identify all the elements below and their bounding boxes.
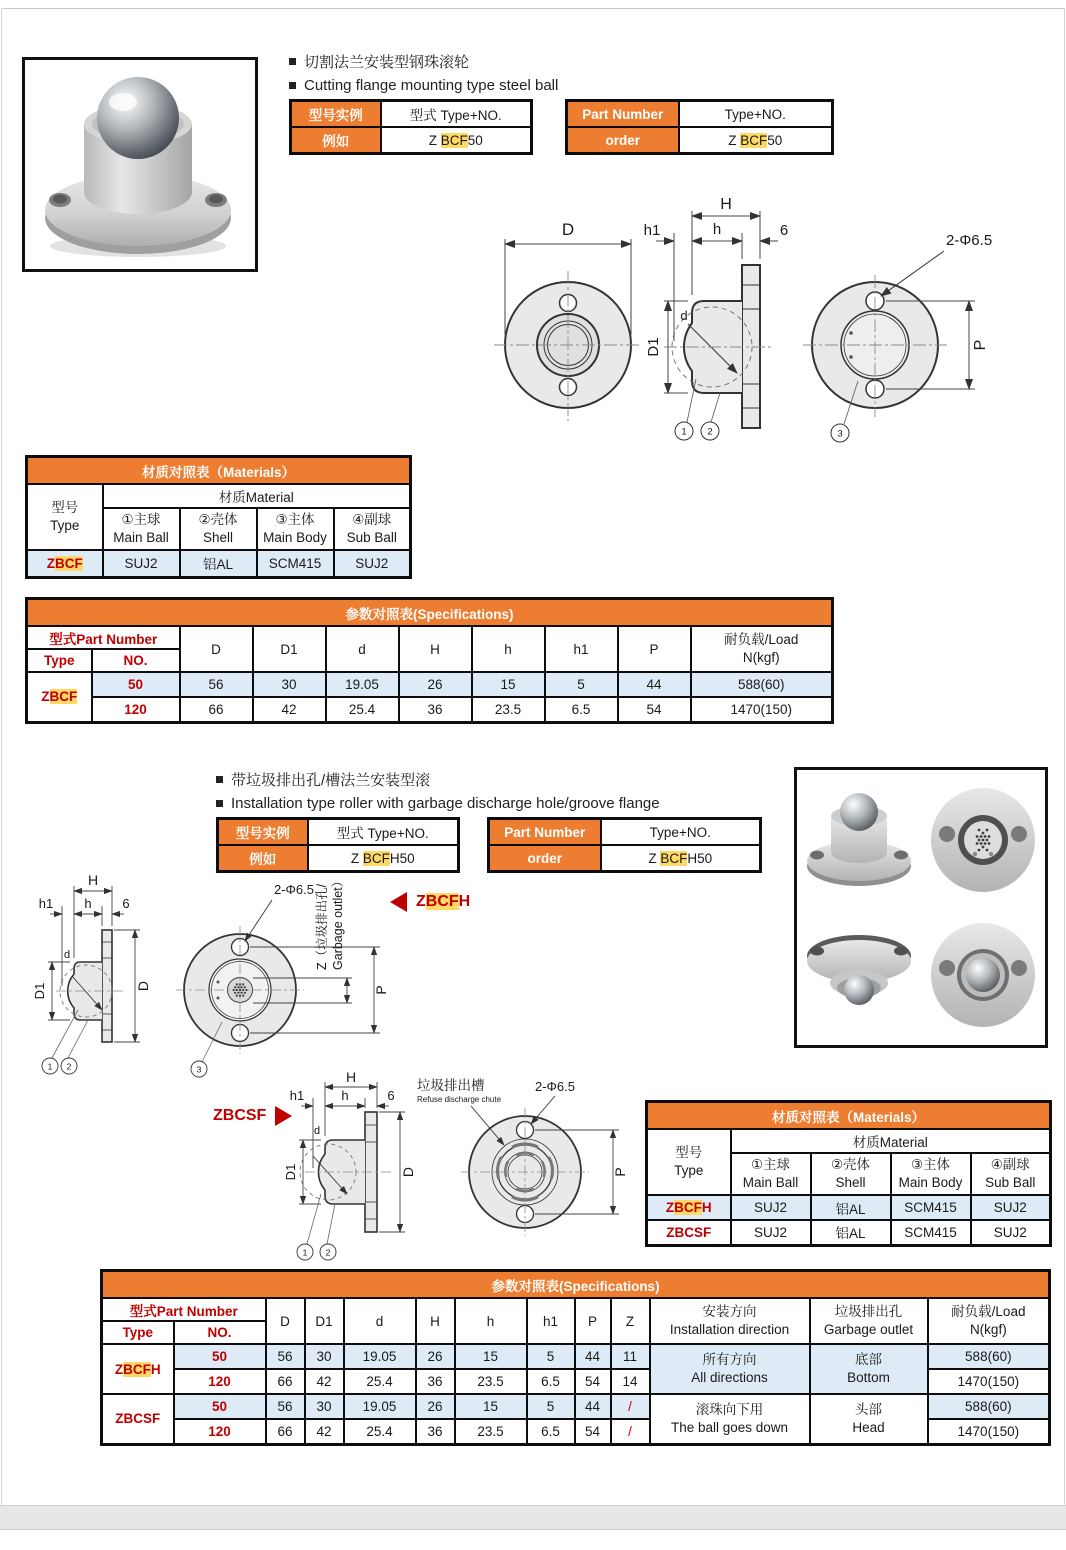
dim-h1: h1 — [38, 896, 54, 911]
product-photo-grid — [794, 767, 1048, 1048]
dim-D1: D1 — [283, 1163, 298, 1181]
type-header: 型号 Type — [647, 1129, 731, 1195]
dim-D1: D1 — [32, 982, 47, 1000]
chute-label-en: Refuse discharge chute — [417, 1095, 502, 1104]
page-border-top — [1, 8, 1065, 9]
part-number-label: Part Number — [489, 819, 601, 846]
mat-cell: 铝AL — [180, 550, 257, 577]
materials-table-2: 材质对照表（Materials） 型号 Type 材质Material ①主球 Main Ball ②壳体 Shell ③主体 Main Body ④副球 Sub Ball ZBCFH SUJ2 铝AL SCM415 SUJ2 ZBCSF SUJ2 铝AL SCM415 SUJ2 — [645, 1100, 1052, 1247]
balloon-3: 3 — [837, 428, 843, 440]
balloon-1: 1 — [47, 1061, 53, 1072]
left-arrow-icon — [390, 892, 407, 912]
materials-title: 材质对照表（Materials） — [647, 1102, 1051, 1130]
col-main-body: ③主体 Main Body — [891, 1153, 971, 1195]
zbcfh-pointer-label — [390, 892, 470, 912]
materials-title: 材质对照表（Materials） — [27, 457, 411, 485]
col-load: 耐负载/Load N(kgf) — [691, 626, 833, 672]
spec-title: 参数对照表(Specifications) — [27, 599, 833, 627]
dim-d: d — [680, 308, 688, 323]
dim-6: 6 — [387, 1088, 395, 1103]
no-cell: 120 — [92, 697, 180, 722]
garbage-cell: 底部 Bottom — [810, 1344, 928, 1394]
page-border-left — [1, 8, 2, 1505]
install-cell: 滚珠向下用 The ball goes down — [650, 1394, 810, 1444]
order-format: Type+NO. — [601, 819, 761, 846]
col-d: d — [326, 626, 399, 672]
no-subheader: NO. — [92, 649, 180, 672]
balloon-2: 2 — [66, 1061, 72, 1072]
dim-D1: D1 — [645, 337, 662, 357]
page-break-strip — [0, 1505, 1066, 1530]
product-photo-zbcf — [22, 57, 258, 272]
zbcfh-label-text: ZBCFH — [416, 893, 471, 910]
section1-title-en-text: Cutting flange mounting type steel ball — [304, 76, 559, 94]
type-subheader: Type — [27, 649, 92, 672]
col-main-ball: ①主球 Main Ball — [103, 508, 180, 550]
col-main-ball: ①主球 Main Ball — [731, 1153, 811, 1195]
mat-cell: SCM415 — [257, 550, 334, 577]
dim-H: H — [87, 872, 99, 888]
part-number-header: 型式Part Number — [102, 1298, 266, 1321]
dim-D: D — [561, 220, 575, 239]
col-shell: ②壳体 Shell — [811, 1153, 891, 1195]
dim-h: h — [84, 896, 92, 911]
col-D1: D1 — [253, 626, 326, 672]
no-cell: 50 — [92, 672, 180, 697]
garbage-outlet-label-zh: Z（垃圾排出孔/ — [315, 883, 329, 970]
dim-holes: 2-Φ6.5 — [946, 232, 993, 249]
col-H: H — [399, 626, 472, 672]
section2-title-en — [216, 792, 660, 814]
dim-P: P — [612, 1167, 628, 1177]
garbage-cell: 头部 Head — [810, 1394, 928, 1444]
dim-h1: h1 — [289, 1088, 305, 1103]
order-code: Z BCF50 — [679, 127, 833, 154]
dim-h: h — [712, 221, 722, 238]
balloon-3: 3 — [196, 1064, 202, 1075]
bullet-square-icon — [216, 800, 223, 807]
bullet-square-icon — [289, 58, 296, 65]
example-label: 型号实例 — [218, 819, 308, 846]
dim-d: d — [313, 1125, 321, 1137]
col-shell: ②壳体 Shell — [180, 508, 257, 550]
bullet-square-icon — [216, 776, 223, 783]
garbage-outlet-label-en: Garbage outlet） — [331, 874, 345, 970]
col-load: 耐负载/Load N(kgf) — [928, 1298, 1050, 1344]
zbcsf-pointer-label — [213, 1106, 292, 1126]
dim-P: P — [972, 339, 989, 351]
zbcsf-label-text: ZBCSF — [213, 1107, 267, 1124]
example-table-1 — [289, 99, 533, 155]
dim-holes: 2-Φ6.5 — [535, 1079, 576, 1094]
mat-cell: SUJ2 — [334, 550, 411, 577]
dim-D: D — [400, 1166, 416, 1178]
material-header: 材质Material — [103, 484, 411, 508]
technical-drawing-zbcfh — [22, 862, 452, 1097]
col-install: 安装方向 Installation direction — [650, 1298, 810, 1344]
example-format: 型式 Type+NO. — [381, 101, 532, 128]
order-format: Type+NO. — [679, 101, 833, 128]
col-main-body: ③主体 Main Body — [257, 508, 334, 550]
balloon-2: 2 — [325, 1247, 331, 1258]
technical-drawing-zbcsf — [205, 1072, 645, 1277]
section2-title-zh — [216, 768, 430, 790]
section1-title-zh-text: 切割法兰安装型钢珠滚轮 — [304, 53, 470, 71]
spec-table-1: 参数对照表(Specifications) 型式Part Number D D1 d H h h1 P 耐负载/Load N(kgf) Type NO. ZBCF 50 56 30 19.05 26 15 5 44 588(60) 120 66 42 25.4 36 23.5 6.5 54 1470(150) — [25, 597, 834, 724]
order-table-2 — [487, 817, 762, 873]
dim-H: H — [720, 196, 732, 213]
balloon-2: 2 — [707, 426, 713, 438]
section2-title-zh-text: 带垃圾排出孔/槽法兰安装型滚 — [231, 771, 431, 789]
dim-d: d — [63, 949, 71, 961]
dim-h1: h1 — [643, 222, 661, 239]
example-label: 型号实例 — [291, 101, 381, 128]
right-arrow-icon — [275, 1106, 292, 1126]
type-zbcsf: ZBCSF — [647, 1220, 731, 1245]
example-row-label: 例如 — [218, 845, 308, 872]
order-table-1 — [565, 99, 834, 155]
col-garbage: 垃圾排出孔 Garbage outlet — [810, 1298, 928, 1344]
section1-title-zh — [289, 50, 469, 72]
bullet-square-icon — [289, 82, 296, 89]
example-code: Z BCF50 — [381, 127, 532, 154]
materials-table-1 — [25, 455, 412, 579]
type-zbcf-cell: ZBCF — [27, 672, 92, 722]
spec-table-2: 参数对照表(Specifications) 型式Part Number D D1 d H h h1 P Z 安装方向 Installation direction 垃圾排出孔 Garbage outlet 耐负载/Load N(kgf) Type NO. ZBCFH 50 56 30 19.05 26 15 5 44 11 所有方向 All directions 底部 Bottom 588(60) 120 66 42 25.4 36 23.5 6.5 54 14 1470(150) ZBCSF 50 56 30 19.05 26 15 5 44 / 滚珠向下用 The ball goes down 头部 Head 588(60) 120 66 42 25.4 36 23.5 6.5 54 / 1470(150) — [100, 1269, 1051, 1446]
dim-6: 6 — [779, 222, 789, 239]
example-format: 型式 Type+NO. — [308, 819, 459, 846]
type-zbcf: ZBCF — [27, 550, 103, 577]
part-number-label: Part Number — [567, 101, 679, 128]
material-header: 材质Material — [731, 1129, 1051, 1153]
col-D: D — [180, 626, 253, 672]
dim-holes: 2-Φ6.5 — [274, 882, 315, 897]
col-h1: h1 — [545, 626, 618, 672]
order-label: order — [567, 127, 679, 154]
balloon-1: 1 — [302, 1247, 308, 1258]
dim-D: D — [135, 980, 151, 992]
type-zbcfh: ZBCFH — [647, 1195, 731, 1220]
section1-title-en — [289, 74, 558, 96]
page-border-right — [1064, 8, 1065, 1505]
example-row-label: 例如 — [291, 127, 381, 154]
technical-drawing-zbcf — [478, 183, 1060, 450]
type-header: 型号 Type — [27, 484, 103, 550]
col-sub-ball: ④副球 Sub Ball — [971, 1153, 1051, 1195]
col-sub-ball: ④副球 Sub Ball — [334, 508, 411, 550]
balloon-1: 1 — [681, 426, 687, 438]
dim-6: 6 — [122, 896, 130, 911]
example-code: Z BCFH50 — [308, 845, 459, 872]
order-label: order — [489, 845, 601, 872]
col-h: h — [472, 626, 545, 672]
dim-h: h — [341, 1088, 349, 1103]
section2-title-en-text: Installation type roller with garbage discharge hole/groove flange — [231, 794, 660, 812]
spec-title: 参数对照表(Specifications) — [102, 1271, 1050, 1299]
ball-transfer-unit-photo — [25, 60, 255, 269]
type-zbcsf-cell: ZBCSF — [102, 1394, 174, 1444]
install-cell: 所有方向 All directions — [650, 1344, 810, 1394]
col-P: P — [618, 626, 691, 672]
chute-label-zh: 垃圾排出槽 — [417, 1078, 485, 1093]
part-number-header: 型式Part Number — [27, 626, 180, 649]
mat-cell: SUJ2 — [103, 550, 180, 577]
dim-P: P — [373, 985, 389, 995]
order-code: Z BCFH50 — [601, 845, 761, 872]
dim-H: H — [345, 1072, 357, 1085]
type-zbcfh-cell: ZBCFH — [102, 1344, 174, 1394]
